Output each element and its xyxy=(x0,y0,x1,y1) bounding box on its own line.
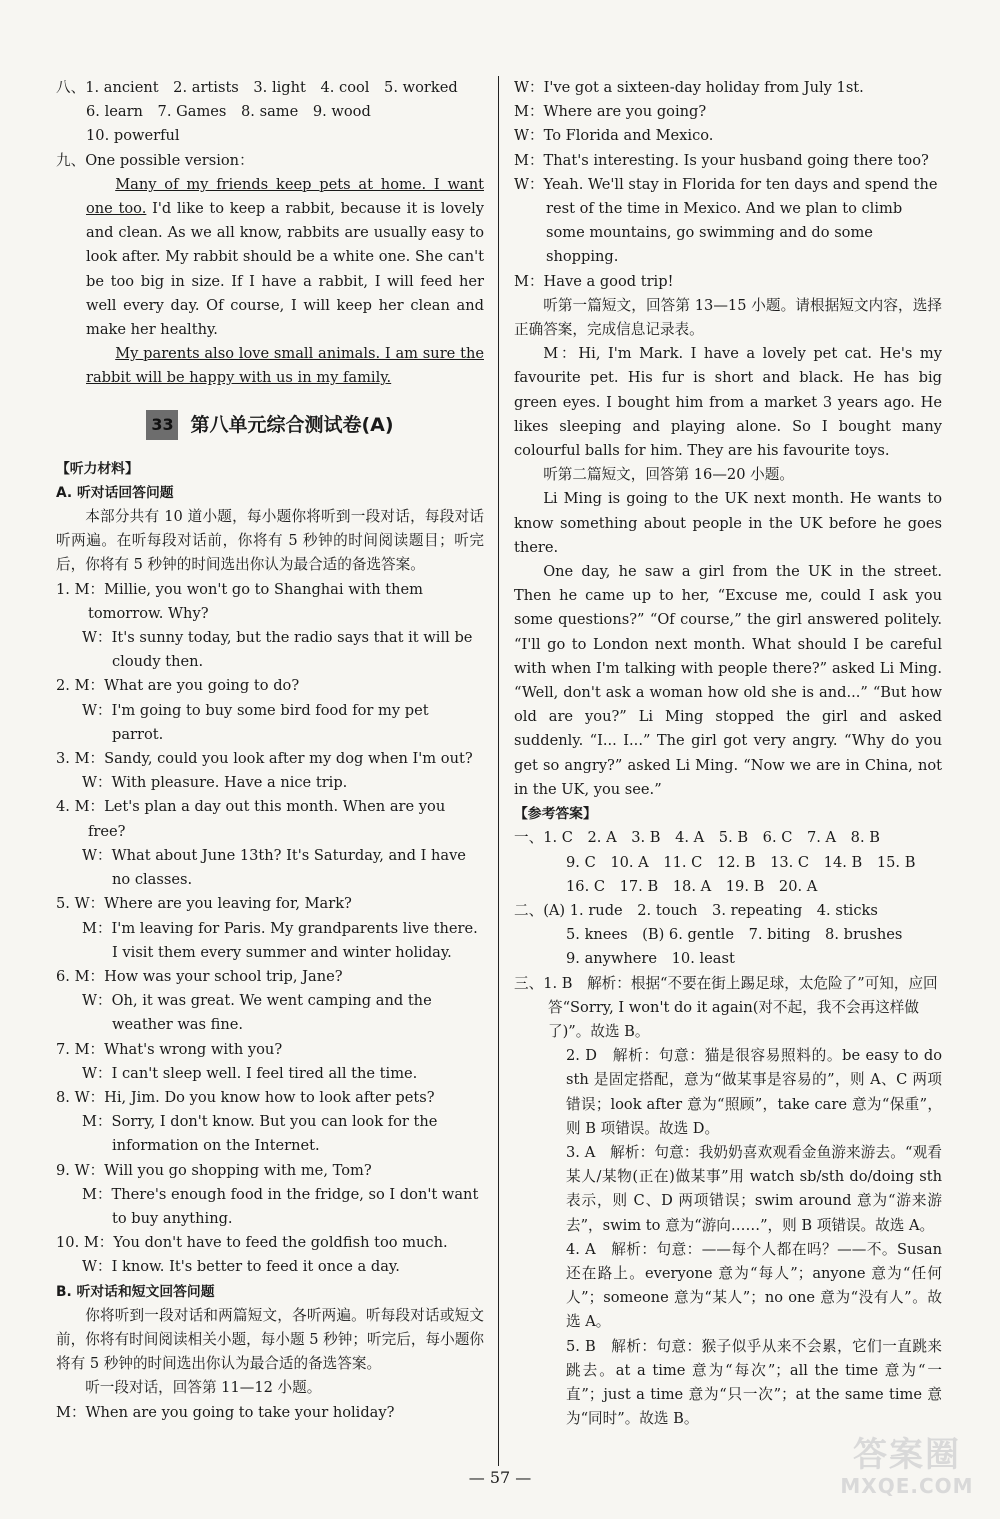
dialogue-line: W：It's sunny today, but the radio says that it will be cloudy then. xyxy=(82,629,473,671)
dialogue-line: 9. W：Will you go shopping with me, Tom? xyxy=(56,1161,372,1179)
essay-body: I'd like to keep a rabbit, because it is lovely and clean. As we all know, rabbits are usually easy to look after. My rabbit should be a white one. She can't be too big in size. If I have a rabbit, I will feed her well every day. Of course, I will keep her clean and make her healthy. xyxy=(86,200,485,339)
dialogue-line: M：There's enough food in the fridge, so I don't want to buy anything. xyxy=(82,1185,479,1227)
passage-2-paragraph: Li Ming is going to the UK next month. He wants to know something about people in the UK before he goes there. xyxy=(514,490,942,556)
explanation-item: 3. A 解析：句意：我奶奶喜欢观看金鱼游来游去。“观看某人/某物(正在)做某事”用 watch sb/sth do/doing sth 表示，则 C、D 两项错误；swim around 意为“游来游去”，swim to 意为“游向……”，则 B 项错误。故选 A。 xyxy=(566,1143,942,1234)
dialogue-line: M：Where are you going? xyxy=(514,103,707,121)
dialogue-line: 2. M：What are you going to do? xyxy=(56,677,300,695)
unit-title-text: 第八单元综合测试卷(A) xyxy=(190,413,394,436)
answer-line: 5. knees (B) 6. gentle 7. biting 8. brushes xyxy=(566,926,903,944)
watermark-url: MXQE.COM xyxy=(840,1474,974,1498)
answers-heading: 【参考答案】 xyxy=(514,806,597,823)
answer-line: 9. anywhere 10. least xyxy=(566,950,735,968)
dialogue-line: 3. M：Sandy, could you look after my dog when I'm out? xyxy=(56,750,473,768)
answer-line: 16. C 17. B 18. A 19. B 20. A xyxy=(566,877,818,895)
dialogue-line: W：Oh, it was great. We went camping and the weather was fine. xyxy=(82,992,432,1034)
dialogue-line: M：I'm leaving for Paris. My grandparents live there. I visit them every summer and winter holiday. xyxy=(82,919,478,961)
page-number: — 57 — xyxy=(468,1468,532,1487)
dialogue-line: W：I can't sleep well. I feel tired all the time. xyxy=(82,1064,418,1082)
answer-line: 9. C 10. A 11. C 12. B 13. C 14. B 15. B xyxy=(566,853,916,871)
dialogue-line: W：What about June 13th? It's Saturday, and I have no classes. xyxy=(82,846,466,889)
watermark-text: 答案圈 xyxy=(853,1435,961,1475)
section-8-answers xyxy=(56,76,484,149)
answer-line: 6. learn 7. Games 8. same 9. wood xyxy=(86,103,371,121)
listening-heading: 【听力材料】 xyxy=(56,460,139,477)
explanation-item: 4. A 解析：句意：——每个人都在吗？——不。Susan 还在路上。everyone 意为“每人”；anyone 意为“任何人”；someone 意为“某人”；no one 意为“没有人”。故选 A。 xyxy=(566,1240,942,1331)
dialogue-line: M：Have a good trip! xyxy=(514,272,674,290)
section-a-heading: A. 听对话回答问题 xyxy=(56,484,174,501)
answer-line: 二、(A) 1. rude 2. touch 3. repeating 4. sticks xyxy=(514,901,878,919)
dialogue-line: W：Yeah. We'll stay in Florida for ten days and spend the rest of the time in Mexico. And we plan to climb some mountains, go swimming and do some shopping. xyxy=(514,175,938,266)
section-9-label: 九、One possible version： xyxy=(56,151,254,169)
answer-line: 10. powerful xyxy=(86,127,180,145)
section-b-first-task: 听一段对话，回答第 11—12 小题。 xyxy=(85,1379,322,1397)
left-column xyxy=(56,76,484,1425)
passage-2-intro: 听第二篇短文，回答第 16—20 小题。 xyxy=(543,466,794,484)
passage-2-paragraph: One day, he saw a girl from the UK in the street. Then he came up to her, “Excuse me, could I ask you some questions?” “Of course,” the girl answered politely. “I'll go to London next month. What should I be careful with when I'm talking with people there?” asked Li Ming. “Well, don't ask a woman how old she is and...” “But how old are you?” Li Ming stopped the girl and asked suddenly. “I... I...” The girl got very angry. “Why do you get so angry?” asked Li Ming. “Now we are in China, not in the UK, you see.” xyxy=(514,563,942,798)
right-column xyxy=(514,76,942,1431)
dialogue-line: M：When are you going to take your holiday? xyxy=(56,1403,395,1421)
section-b-intro: 你将听到一段对话和两篇短文，各听两遍。听每段对话或短文前，你将有时间阅读相关小题，每小题 5 秒钟；听完后，每小题你将有 5 秒钟的时间选出你认为最合适的备选答案。 xyxy=(56,1306,484,1373)
dialogue-line: 1. M：Millie, you won't go to Shanghai with them tomorrow. Why? xyxy=(56,580,423,622)
answers-part-3 xyxy=(514,972,942,1432)
dialogue-line: M：Sorry, I don't know. But you can look for the information on the Internet. xyxy=(82,1113,438,1155)
answer-line: 八、1. ancient 2. artists 3. light 4. cool 5. worked xyxy=(56,79,458,96)
passage-1-text: M：Hi, I'm Mark. I have a lovely pet cat. He's my favourite pet. His fur is short and black. He has big green eyes. I bought him from a market 3 years ago. He likes sleeping and playing alone. So I bought many colourful balls for him. They are his favourite toys. xyxy=(514,345,942,460)
dialogue-line: 6. M：How was your school trip, Jane? xyxy=(56,967,343,985)
dialogue-line: 7. M：What's wrong with you? xyxy=(56,1040,283,1058)
dialogue-line: 8. W：Hi, Jim. Do you know how to look after pets? xyxy=(56,1088,435,1106)
section-b-heading: B. 听对话和短文回答问题 xyxy=(56,1283,215,1300)
section-a-intro: 本部分共有 10 道小题，每小题你将听到一段对话，每段对话听两遍。在听每段对话前，你将有 5 秒钟的时间阅读题目；听完后，你将有 5 秒钟的时间选出你认为最合适的备选答案。 xyxy=(56,508,484,574)
watermark-logo xyxy=(832,1435,982,1505)
unit-number-badge: 33 xyxy=(146,410,178,440)
explanation-item: 2. D 解析：句意：猫是很容易照料的。be easy to do sth 是固定搭配，意为“做某事是容易的”，则 A、C 两项错误；look after 意为“照顾”，take care 意为“保重”，则 B 项错误。故选 D。 xyxy=(566,1047,942,1137)
explanation-item: 5. B 解析：句意：猴子似乎从来不会累，它们一直跳来跳去。at a time 意为“每次”；all the time 意为“一直”；just a time 意为“只一次”；at the same time 意为“同时”。故选 B。 xyxy=(566,1337,942,1428)
dialogue-line: W：I'm going to buy some bird food for my pet parrot. xyxy=(82,701,429,743)
dialogue-line: 4. M：Let's plan a day out this month. When are you free? xyxy=(56,798,446,840)
passage-1-intro: 听第一篇短文，回答第 13—15 小题。请根据短文内容，选择正确答案，完成信息记录表。 xyxy=(514,296,942,339)
dialogue-line: W：To Florida and Mexico. xyxy=(514,127,714,145)
answer-line: 一、1. C 2. A 3. B 4. A 5. B 6. C 7. A 8. B xyxy=(514,829,880,847)
answers-part-2 xyxy=(514,899,942,972)
dialogue-line: W：With pleasure. Have a nice trip. xyxy=(82,774,348,792)
dialogue-line: 5. W：Where are you leaving for, Mark? xyxy=(56,895,352,913)
essay-underlined-sentence: Many of my friends keep pets at home. I want one too. xyxy=(86,175,484,218)
explanation-item: 三、1. B 解析：根据“不要在街上踢足球，太危险了”可知，应回答“Sorry, I won't do it again(对不起，我不会再这样做了)”。故选 B。 xyxy=(514,974,938,1040)
dialogue-list xyxy=(56,578,484,1280)
essay-paragraph-2: My parents also love small animals. I am sure the rabbit will be happy with us in my family. xyxy=(86,345,484,387)
dialogue-line: W：I know. It's better to feed it once a day. xyxy=(82,1258,400,1276)
column-divider xyxy=(498,76,499,1466)
dialogue-line: 10. M：You don't have to feed the goldfish too much. xyxy=(56,1234,448,1252)
essay-paragraph-1 xyxy=(56,173,484,342)
dialogue-line: W：I've got a sixteen-day holiday from July 1st. xyxy=(514,79,864,96)
unit-title xyxy=(56,405,484,445)
answers-part-1 xyxy=(514,826,942,899)
dialogue-line: M：That's interesting. Is your husband going there too? xyxy=(514,151,929,169)
holiday-dialogue xyxy=(514,76,942,294)
